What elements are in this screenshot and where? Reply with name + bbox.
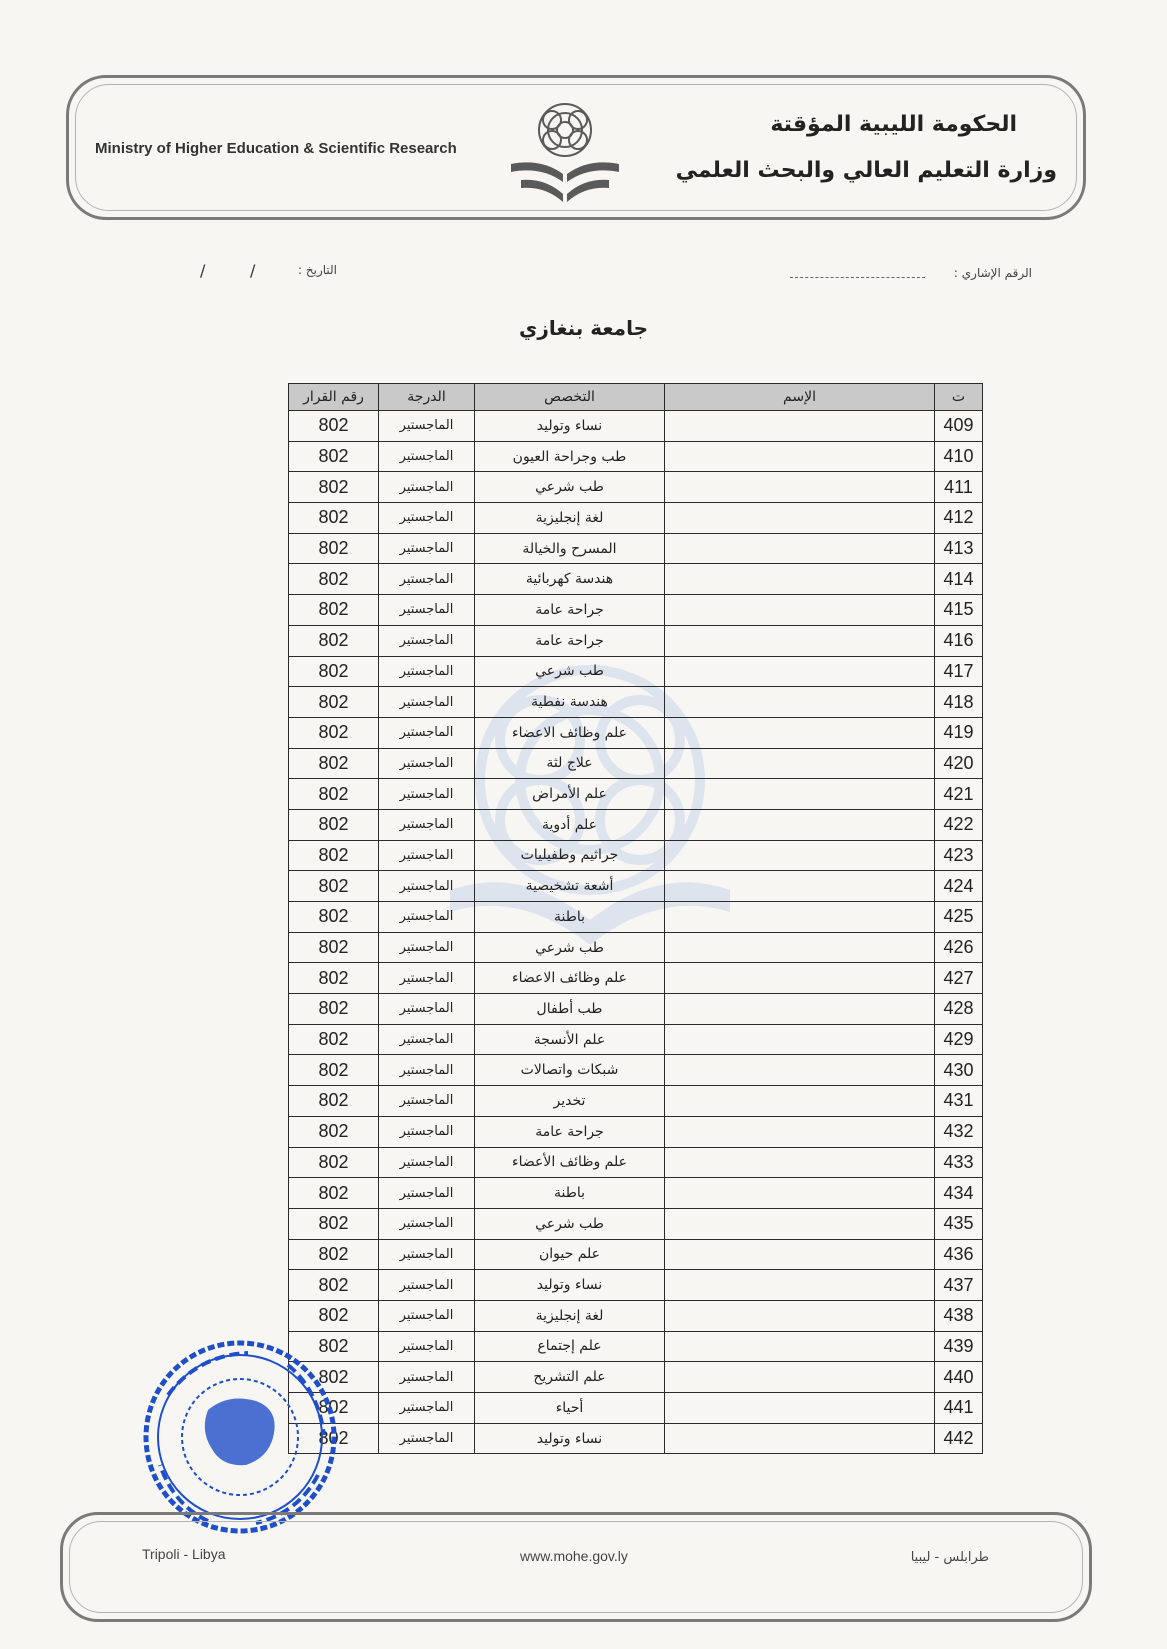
row-degree: الماجستير (379, 564, 475, 595)
row-degree: الماجستير (379, 1239, 475, 1270)
row-specialization: طب شرعي (475, 656, 665, 687)
row-decision-number: 802 (289, 779, 379, 810)
table-row (289, 1239, 983, 1270)
row-decision-number: 802 (289, 902, 379, 933)
row-decision-number: 802 (289, 717, 379, 748)
row-name (665, 748, 935, 779)
table-row (289, 1147, 983, 1178)
row-degree: الماجستير (379, 411, 475, 442)
table-row (289, 1423, 983, 1454)
row-decision-number: 802 (289, 564, 379, 595)
row-specialization: باطنة (475, 902, 665, 933)
date-separator: / (200, 261, 206, 280)
row-name (665, 1393, 935, 1424)
row-specialization: علم وظائف الاعضاء (475, 963, 665, 994)
row-name (665, 1362, 935, 1393)
table-row (289, 902, 983, 933)
row-decision-number: 802 (289, 994, 379, 1025)
row-number: 440 (935, 1362, 983, 1393)
row-number: 431 (935, 1086, 983, 1117)
row-specialization: هندسة كهربائية (475, 564, 665, 595)
row-specialization: علم وظائف الاعضاء (475, 717, 665, 748)
row-number: 428 (935, 994, 983, 1025)
row-specialization: علاج لثة (475, 748, 665, 779)
row-number: 425 (935, 902, 983, 933)
row-name (665, 871, 935, 902)
row-degree: الماجستير (379, 1086, 475, 1117)
row-degree: الماجستير (379, 1116, 475, 1147)
row-decision-number: 802 (289, 656, 379, 687)
row-degree: الماجستير (379, 1024, 475, 1055)
table-header-row (289, 384, 983, 411)
row-decision-number: 802 (289, 809, 379, 840)
row-degree: الماجستير (379, 1147, 475, 1178)
table-row (289, 1331, 983, 1362)
row-decision-number: 802 (289, 840, 379, 871)
row-decision-number: 802 (289, 625, 379, 656)
row-name (665, 625, 935, 656)
row-name (665, 1331, 935, 1362)
row-degree: الماجستير (379, 1208, 475, 1239)
table-row (289, 656, 983, 687)
row-degree: الماجستير (379, 963, 475, 994)
row-number: 426 (935, 932, 983, 963)
row-degree: الماجستير (379, 472, 475, 503)
row-decision-number: 802 (289, 595, 379, 626)
row-name (665, 779, 935, 810)
row-decision-number: 802 (289, 963, 379, 994)
row-degree: الماجستير (379, 994, 475, 1025)
header-degree: الدرجة (379, 384, 475, 411)
row-degree: الماجستير (379, 441, 475, 472)
ministry-logo-icon (505, 98, 625, 210)
row-decision-number: 802 (289, 1423, 379, 1454)
table-row (289, 595, 983, 626)
row-specialization: علم إجتماع (475, 1331, 665, 1362)
row-specialization: علم التشريح (475, 1362, 665, 1393)
graduates-table (288, 383, 983, 1454)
row-number: 442 (935, 1423, 983, 1454)
row-number: 422 (935, 809, 983, 840)
row-degree: الماجستير (379, 533, 475, 564)
row-decision-number: 802 (289, 1116, 379, 1147)
row-degree: الماجستير (379, 840, 475, 871)
row-name (665, 441, 935, 472)
row-degree: الماجستير (379, 625, 475, 656)
row-decision-number: 802 (289, 1300, 379, 1331)
row-degree: الماجستير (379, 1331, 475, 1362)
row-decision-number: 802 (289, 1208, 379, 1239)
row-decision-number: 802 (289, 1239, 379, 1270)
row-degree: الماجستير (379, 1300, 475, 1331)
row-number: 424 (935, 871, 983, 902)
row-degree: الماجستير (379, 717, 475, 748)
row-number: 435 (935, 1208, 983, 1239)
row-degree: الماجستير (379, 1270, 475, 1301)
row-decision-number: 802 (289, 1331, 379, 1362)
row-decision-number: 802 (289, 687, 379, 718)
row-degree: الماجستير (379, 1178, 475, 1209)
table-row (289, 717, 983, 748)
table-row (289, 1362, 983, 1393)
table-row (289, 503, 983, 534)
row-number: 418 (935, 687, 983, 718)
row-name (665, 1208, 935, 1239)
table-row (289, 994, 983, 1025)
table-row (289, 809, 983, 840)
table-row (289, 472, 983, 503)
row-name (665, 1024, 935, 1055)
row-specialization: جراحة عامة (475, 1116, 665, 1147)
row-specialization: نساء وتوليد (475, 1423, 665, 1454)
table-row (289, 840, 983, 871)
row-specialization: أشعة تشخيصية (475, 871, 665, 902)
row-number: 409 (935, 411, 983, 442)
row-degree: الماجستير (379, 687, 475, 718)
row-name (665, 809, 935, 840)
row-name (665, 1116, 935, 1147)
table-row (289, 1270, 983, 1301)
row-number: 410 (935, 441, 983, 472)
row-name (665, 564, 935, 595)
table-row (289, 1178, 983, 1209)
row-degree: الماجستير (379, 656, 475, 687)
row-decision-number: 802 (289, 441, 379, 472)
row-number: 413 (935, 533, 983, 564)
row-number: 438 (935, 1300, 983, 1331)
header-name: الإسم (665, 384, 935, 411)
ministry-name-ar: وزارة التعليم العالي والبحث العلمي (675, 158, 1057, 183)
row-decision-number: 802 (289, 1362, 379, 1393)
row-decision-number: 802 (289, 1086, 379, 1117)
row-name (665, 1055, 935, 1086)
row-decision-number: 802 (289, 871, 379, 902)
row-number: 411 (935, 472, 983, 503)
row-specialization: المسرح والخيالة (475, 533, 665, 564)
row-number: 436 (935, 1239, 983, 1270)
row-degree: الماجستير (379, 595, 475, 626)
row-name (665, 932, 935, 963)
table-row (289, 779, 983, 810)
table-row (289, 411, 983, 442)
table-row (289, 533, 983, 564)
row-specialization: علم أدوية (475, 809, 665, 840)
row-decision-number: 802 (289, 748, 379, 779)
row-degree: الماجستير (379, 779, 475, 810)
row-degree: الماجستير (379, 871, 475, 902)
row-decision-number: 802 (289, 1178, 379, 1209)
ministry-name-en: Ministry of Higher Education & Scientific Research (95, 140, 457, 157)
row-number: 412 (935, 503, 983, 534)
table-row (289, 687, 983, 718)
row-number: 427 (935, 963, 983, 994)
row-number: 439 (935, 1331, 983, 1362)
row-degree: الماجستير (379, 809, 475, 840)
row-specialization: لغة إنجليزية (475, 1300, 665, 1331)
date-label: التاريخ : (298, 263, 338, 277)
row-specialization: طب شرعي (475, 472, 665, 503)
row-degree: الماجستير (379, 503, 475, 534)
table-row (289, 871, 983, 902)
header-specialization: التخصص (475, 384, 665, 411)
table-row (289, 1116, 983, 1147)
header-decision: رقم القرار (289, 384, 379, 411)
table-row (289, 932, 983, 963)
row-specialization: باطنة (475, 1178, 665, 1209)
official-stamp-icon (138, 1335, 343, 1540)
table-row (289, 564, 983, 595)
row-number: 415 (935, 595, 983, 626)
row-specialization: علم الأمراض (475, 779, 665, 810)
footer-website: www.mohe.gov.ly (520, 1548, 628, 1564)
table-row (289, 1300, 983, 1331)
row-degree: الماجستير (379, 748, 475, 779)
table-row (289, 1208, 983, 1239)
row-number: 421 (935, 779, 983, 810)
row-name (665, 656, 935, 687)
row-specialization: لغة إنجليزية (475, 503, 665, 534)
row-specialization: علم الأنسجة (475, 1024, 665, 1055)
row-specialization: طب شرعي (475, 1208, 665, 1239)
row-number: 416 (935, 625, 983, 656)
footer-city-en: Tripoli - Libya (142, 1546, 226, 1562)
table-row (289, 1024, 983, 1055)
row-number: 432 (935, 1116, 983, 1147)
row-name (665, 687, 935, 718)
row-specialization: أحياء (475, 1393, 665, 1424)
row-name (665, 503, 935, 534)
table-row (289, 441, 983, 472)
table-row (289, 1086, 983, 1117)
row-name (665, 411, 935, 442)
row-decision-number: 802 (289, 472, 379, 503)
table-row (289, 1393, 983, 1424)
row-number: 429 (935, 1024, 983, 1055)
table-row (289, 625, 983, 656)
row-specialization: جراحة عامة (475, 595, 665, 626)
table-row (289, 963, 983, 994)
row-degree: الماجستير (379, 1055, 475, 1086)
row-number: 419 (935, 717, 983, 748)
row-decision-number: 802 (289, 533, 379, 564)
university-title: جامعة بنغازي (518, 316, 648, 340)
row-specialization: علم وظائف الأعضاء (475, 1147, 665, 1178)
row-name (665, 1147, 935, 1178)
row-number: 437 (935, 1270, 983, 1301)
row-degree: الماجستير (379, 1423, 475, 1454)
footer-city-ar: طرابلس - ليبيا (910, 1550, 989, 1565)
reference-number-line (790, 277, 925, 278)
row-name (665, 994, 935, 1025)
row-number: 434 (935, 1178, 983, 1209)
row-name (665, 1270, 935, 1301)
row-decision-number: 802 (289, 1147, 379, 1178)
row-degree: الماجستير (379, 932, 475, 963)
row-specialization: طب وجراحة العيون (475, 441, 665, 472)
header-no: ت (935, 384, 983, 411)
row-name (665, 533, 935, 564)
row-specialization: هندسة نفطية (475, 687, 665, 718)
row-name (665, 1423, 935, 1454)
row-name (665, 717, 935, 748)
row-name (665, 1239, 935, 1270)
row-number: 430 (935, 1055, 983, 1086)
row-degree: الماجستير (379, 1393, 475, 1424)
row-decision-number: 802 (289, 1055, 379, 1086)
row-decision-number: 802 (289, 932, 379, 963)
row-name (665, 472, 935, 503)
row-decision-number: 802 (289, 411, 379, 442)
row-number: 420 (935, 748, 983, 779)
row-name (665, 1300, 935, 1331)
date-separator: / (250, 261, 256, 280)
row-decision-number: 802 (289, 503, 379, 534)
government-name-ar: الحكومة الليبية المؤقتة (770, 112, 1017, 137)
row-name (665, 840, 935, 871)
row-name (665, 902, 935, 933)
row-specialization: طب شرعي (475, 932, 665, 963)
row-number: 417 (935, 656, 983, 687)
row-number: 423 (935, 840, 983, 871)
footer-frame (60, 1512, 1092, 1622)
row-name (665, 1178, 935, 1209)
reference-number-label: الرقم الإشاري : (953, 266, 1032, 280)
row-name (665, 595, 935, 626)
row-number: 433 (935, 1147, 983, 1178)
row-specialization: نساء وتوليد (475, 411, 665, 442)
row-decision-number: 802 (289, 1393, 379, 1424)
row-specialization: جراحة عامة (475, 625, 665, 656)
row-specialization: نساء وتوليد (475, 1270, 665, 1301)
row-number: 441 (935, 1393, 983, 1424)
row-specialization: علم حيوان (475, 1239, 665, 1270)
row-decision-number: 802 (289, 1270, 379, 1301)
row-specialization: تخدير (475, 1086, 665, 1117)
row-decision-number: 802 (289, 1024, 379, 1055)
row-specialization: جراثيم وطفيليات (475, 840, 665, 871)
row-number: 414 (935, 564, 983, 595)
row-name (665, 1086, 935, 1117)
row-specialization: طب أطفال (475, 994, 665, 1025)
table-row (289, 1055, 983, 1086)
row-specialization: شبكات واتصالات (475, 1055, 665, 1086)
row-name (665, 963, 935, 994)
row-degree: الماجستير (379, 902, 475, 933)
table-row (289, 748, 983, 779)
row-degree: الماجستير (379, 1362, 475, 1393)
